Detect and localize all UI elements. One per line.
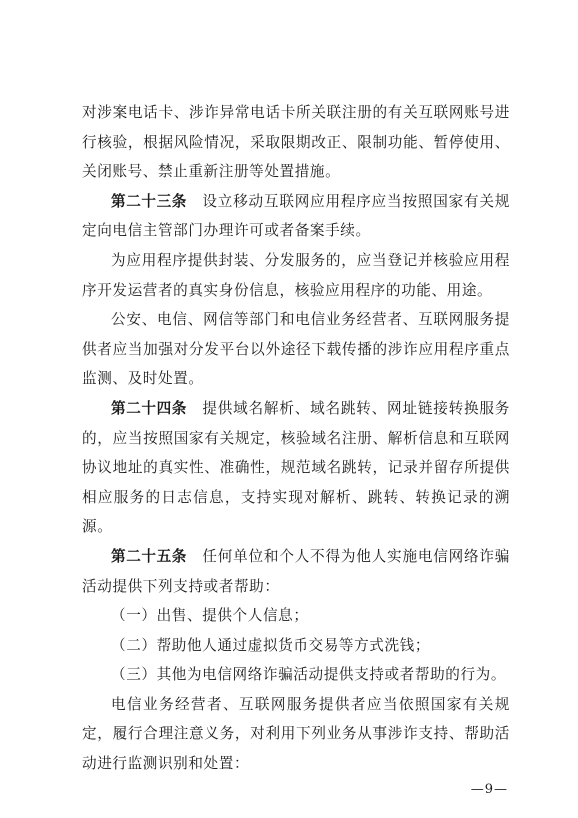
article-24-paragraph — [82, 394, 510, 542]
article-23-paragraph — [82, 187, 510, 246]
paragraph-text: 电信业务经营者、互联网服务提供者应当依照国家有关规定，履行合理注意义务，对利用下列业务从事涉诈支持、帮助活动进行监测识别和处置： — [82, 695, 510, 773]
article-24-heading: 第二十四条 — [111, 399, 187, 417]
document-body — [82, 98, 510, 779]
list-item: （一）出售、提供个人信息； — [111, 607, 309, 625]
article-23-heading: 第二十三条 — [111, 192, 187, 210]
paragraph-text: 对涉案电话卡、涉诈异常电话卡所关联注册的有关互联网账号进行核验，根据风险情况，采取限期改正、限制功能、暂停使用、关闭账号、禁止重新注册等处置措施。 — [82, 104, 510, 181]
article-24-spacer — [187, 400, 202, 417]
list-item: （三）其他为电信网络诈骗活动提供支持或者帮助的行为。 — [111, 666, 507, 684]
paragraph-monitoring — [82, 305, 510, 394]
paragraph-closing — [82, 690, 510, 779]
paragraph-continuation — [82, 98, 510, 187]
paragraph-text: 公安、电信、网信等部门和电信业务经营者、互联网服务提供者应当加强对分发平台以外途径下载传播的涉诈应用程序重点监测、及时处置。 — [82, 311, 510, 388]
page-number: —9— — [470, 782, 508, 797]
article-25-heading: 第二十五条 — [111, 547, 187, 565]
article-25-paragraph — [82, 542, 510, 601]
paragraph-app-distribution — [82, 246, 510, 305]
article-25-spacer — [187, 548, 202, 565]
list-item: （二）帮助他人通过虚拟货币交易等方式洗钱； — [111, 636, 431, 654]
paragraph-text: 设立移动互联网应用程序应当按照国家有关规定向电信主管部门办理许可或者备案手续。 — [82, 192, 510, 240]
article-23-spacer — [187, 193, 202, 210]
paragraph-text: 任何单位和个人不得为他人实施电信网络诈骗活动提供下列支持或者帮助： — [82, 547, 510, 595]
paragraph-text: 提供域名解析、域名跳转、网址链接转换服务的，应当按照国家有关规定，核验域名注册、解析信息和互联网协议地址的真实性、准确性，规范域名跳转，记录并留存所提供相应服务的日志信息，支持实现对解析、跳转、转换记录的溯源。 — [82, 399, 510, 536]
paragraph-text: 为应用程序提供封装、分发服务的，应当登记并核验应用程序开发运营者的真实身份信息，核验应用程序的功能、用途。 — [82, 251, 510, 299]
